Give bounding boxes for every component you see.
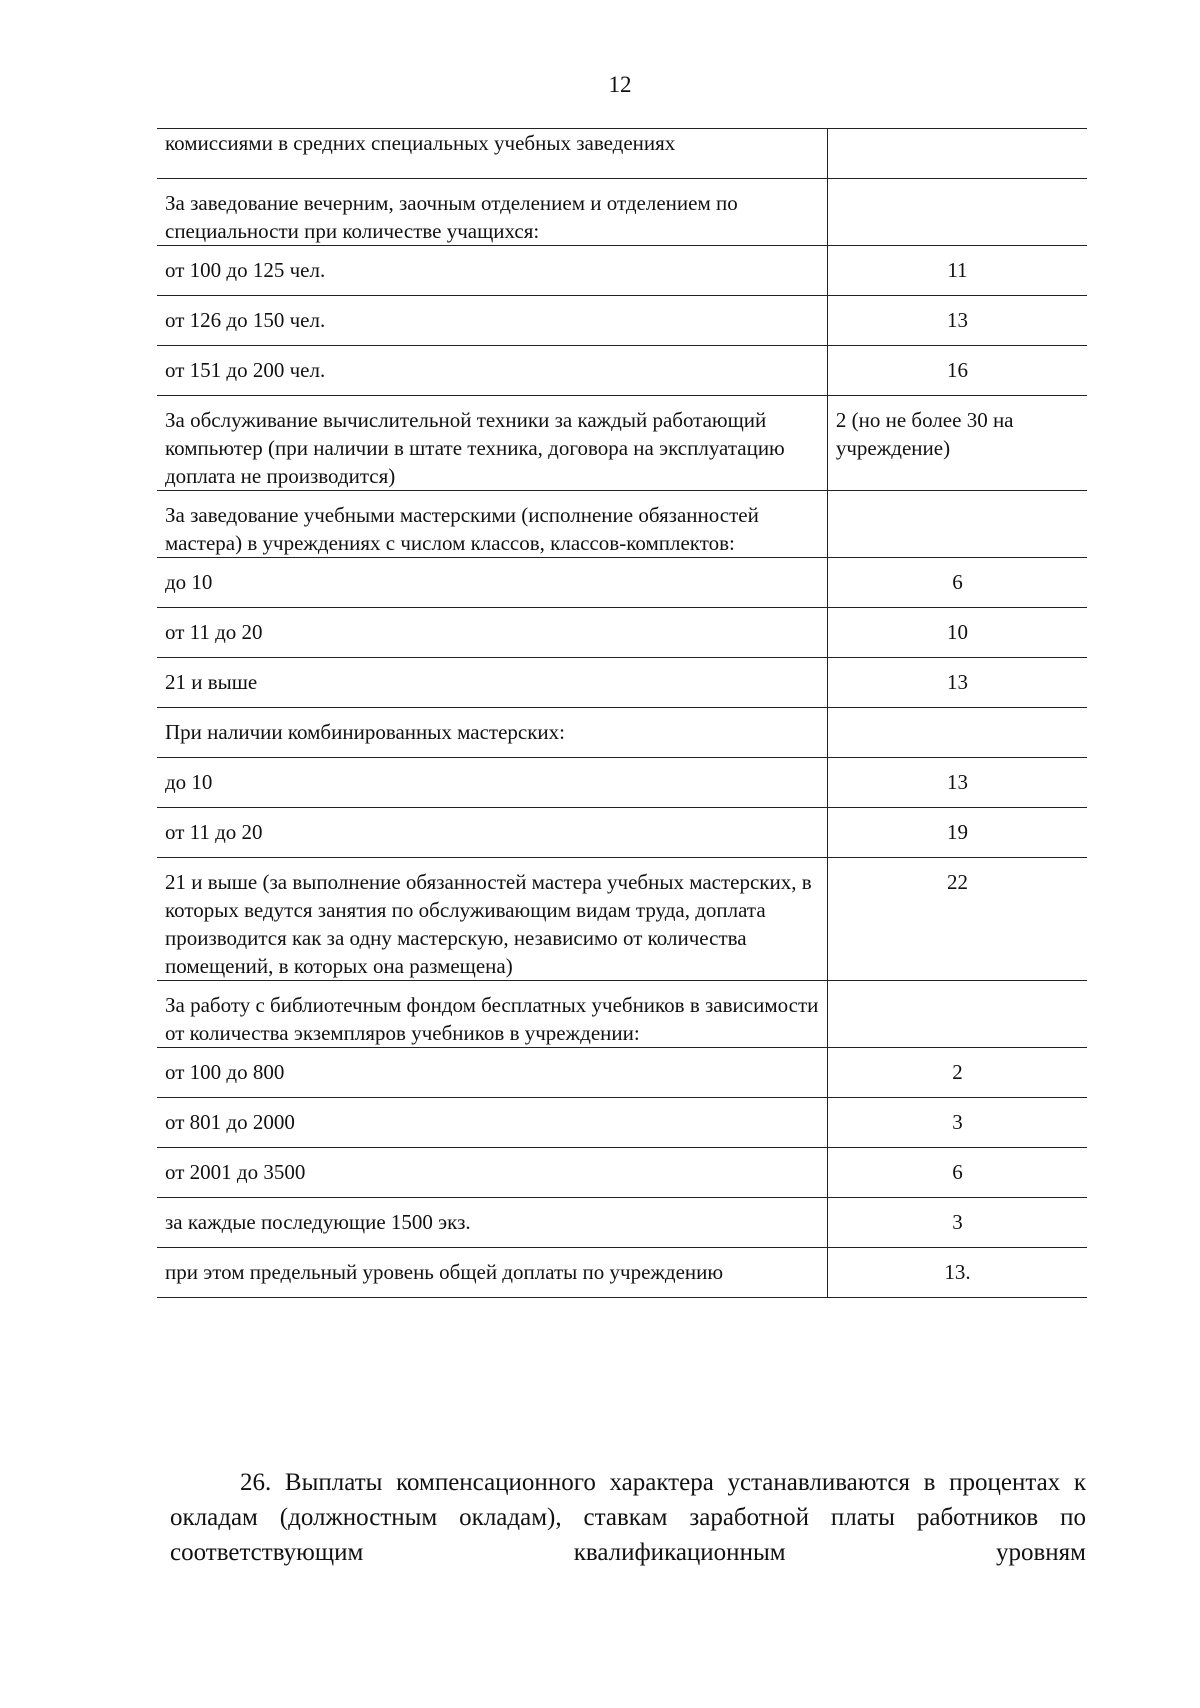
row-value: 22 (827, 858, 1087, 981)
row-description: при этом предельный уровень общей доплаты по учреждению (157, 1248, 827, 1298)
row-description: от 11 до 20 (157, 808, 827, 858)
paragraph-text: 26. Выплаты компенсационного характера устанавливаются в процентах к окладам (должностным окладам), ставкам заработной платы работников по соответствующим квалификационным уровням (170, 1469, 1086, 1566)
row-value: 13 (827, 296, 1087, 346)
page-number: 12 (608, 72, 632, 97)
table-row (157, 396, 1087, 491)
table-row (157, 758, 1087, 808)
row-value: 11 (827, 246, 1087, 296)
table-row (157, 808, 1087, 858)
row-value: 19 (827, 808, 1087, 858)
row-value (827, 708, 1087, 758)
table-row (157, 296, 1087, 346)
table-row (157, 858, 1087, 981)
row-value (827, 179, 1087, 246)
row-description: от 100 до 800 (157, 1048, 827, 1098)
table-row (157, 346, 1087, 396)
row-description: от 126 до 150 чел. (157, 296, 827, 346)
table-row (157, 1198, 1087, 1248)
table-row (157, 708, 1087, 758)
table-row (157, 658, 1087, 708)
row-value: 2 (827, 1048, 1087, 1098)
table-row (157, 1148, 1087, 1198)
row-description: При наличии комбинированных мастерских: (157, 708, 827, 758)
table-row (157, 179, 1087, 246)
row-value: 6 (827, 1148, 1087, 1198)
row-description: от 151 до 200 чел. (157, 346, 827, 396)
row-description: За работу с библиотечным фондом бесплатных учебников в зависимости от количества экземпляров учебников в учреждении: (157, 981, 827, 1048)
row-value: 3 (827, 1198, 1087, 1248)
row-description: от 100 до 125 чел. (157, 246, 827, 296)
row-value (827, 129, 1087, 179)
row-value: 13. (827, 1248, 1087, 1298)
row-description: 21 и выше (за выполнение обязанностей мастера учебных мастерских, в которых ведутся занятия по обслуживающим видам труда, доплата производится как за одну мастерскую, независимо от количества помещений, в которых она размещена) (157, 858, 827, 981)
row-description: 21 и выше (157, 658, 827, 708)
row-description: За заведование вечерним, заочным отделением и отделением по специальности при количестве учащихся: (157, 179, 827, 246)
table-row (157, 1048, 1087, 1098)
row-description: за каждые последующие 1500 экз. (157, 1198, 827, 1248)
table-row (157, 491, 1087, 558)
row-description: от 11 до 20 (157, 608, 827, 658)
row-value: 13 (827, 658, 1087, 708)
table-row (157, 129, 1087, 179)
row-value (827, 491, 1087, 558)
row-value: 10 (827, 608, 1087, 658)
row-description: За заведование учебными мастерскими (исполнение обязанностей мастера) в учреждениях с числом классов, классов-комплектов: (157, 491, 827, 558)
row-description: от 2001 до 3500 (157, 1148, 827, 1198)
row-description: до 10 (157, 758, 827, 808)
table-row (157, 1248, 1087, 1298)
row-value (827, 981, 1087, 1048)
row-description: комиссиями в средних специальных учебных заведениях (157, 129, 827, 179)
table-row (157, 1098, 1087, 1148)
table-row (157, 246, 1087, 296)
body-paragraph (170, 1465, 1086, 1570)
allowance-table (157, 128, 1087, 1298)
row-value: 16 (827, 346, 1087, 396)
table-row (157, 558, 1087, 608)
row-value: 3 (827, 1098, 1087, 1148)
row-value: 6 (827, 558, 1087, 608)
row-description: За обслуживание вычислительной техники за каждый работающий компьютер (при наличии в штате техника, договора на эксплуатацию доплата не производится) (157, 396, 827, 491)
row-value: 13 (827, 758, 1087, 808)
table-row (157, 608, 1087, 658)
table-row (157, 981, 1087, 1048)
row-description: от 801 до 2000 (157, 1098, 827, 1148)
row-value: 2 (но не более 30 на учреждение) (827, 396, 1087, 491)
row-description: до 10 (157, 558, 827, 608)
